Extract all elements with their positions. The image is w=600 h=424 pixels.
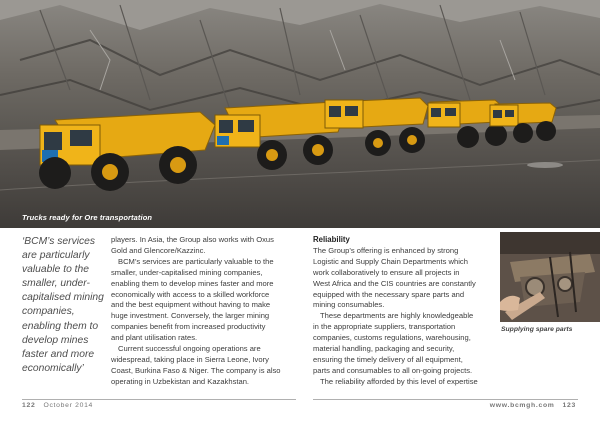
body-column-left [111,235,296,388]
body-line: Gold and Glencore/Kazzinc. [111,245,206,255]
body-line: parts and consumables to all on-going projects. [313,365,473,375]
page-number-right: 123 [562,402,576,409]
pull-quote [22,235,110,376]
body-line: and the best equipment without having to make [111,300,271,310]
body-line: material handling, packaging and security, [313,344,455,354]
pull-quote-line: companies, [22,306,75,318]
body-line: and plant utilisation rates. [111,333,198,343]
body-line: companies benefit from increased productivity [111,322,266,332]
pull-quote-line: economically’ [22,362,84,374]
footer-left [22,402,93,409]
pull-quote-line: smaller, under- [22,278,90,290]
body-line: BCM’s services are particularly valuable to the [118,256,274,266]
body-line: in the appropriate suppliers, transportation [313,322,456,332]
body-line: equipped with the necessary spare parts and [313,289,465,299]
website-url: www.bcmgh.com [489,402,555,409]
inset-photo-spare-parts [500,232,600,322]
pull-quote-line: ‘BCM’s services [22,236,96,247]
body-line: companies, customs regulations, warehousing, [313,333,471,343]
pull-quote-line: develop mines [22,334,89,346]
pull-quote-line: faster and more [22,348,95,360]
pull-quote-line: capitalised mining [22,292,104,304]
body-line: The Group’s offering is enhanced by strong [313,245,459,255]
body-line: operating in Uzbekistan and Kazakhstan. [111,376,250,386]
body-line: economically with access to a skilled workforce [111,289,270,299]
body-line: mining consumables. [313,300,385,310]
footer-rule-right [313,399,578,400]
body-column-right [313,235,495,388]
footer-right [490,402,576,409]
body-line: smaller, under-capitalised mining companies, [111,267,263,277]
footer-rule-left [22,399,296,400]
body-line: work collaboratively to ensure all projects in [313,267,460,277]
pull-quote-line: enabling them to [22,320,99,332]
body-line: Logistic and Supply Chain Departments which [313,256,468,266]
body-line: players. In Asia, the Group also works with Oxus [111,235,274,244]
pull-quote-line: valuable to the [22,264,89,276]
body-line: Current successful ongoing operations are [118,344,261,354]
spare-parts-illustration [500,232,600,322]
body-line: ensuring the timely delivery of all equipment, [313,354,463,364]
body-line: enabling them to develop mines faster and more [111,278,274,288]
body-line: huge investment. Conversely, the larger mining [111,311,270,321]
body-line: These departments are highly knowledgeable [320,311,474,321]
section-heading: Reliability [313,235,350,244]
pull-quote-line: are particularly [22,250,90,262]
page-number-left: 122 [22,402,36,409]
body-line: The reliability afforded by this level of expertise [320,376,478,386]
body-line: widespread, taking place in Sierra Leone, Ivory [111,354,269,364]
inset-photo-caption: Supplying spare parts [501,326,573,333]
body-line: West Africa and the CIS countries are constantly [313,278,476,288]
issue-date: October 2014 [43,402,94,409]
body-line: Coast, Burkina Faso & Niger. The company is also [111,365,281,375]
hero-photo-caption: Trucks ready for Ore transportation [22,213,153,222]
